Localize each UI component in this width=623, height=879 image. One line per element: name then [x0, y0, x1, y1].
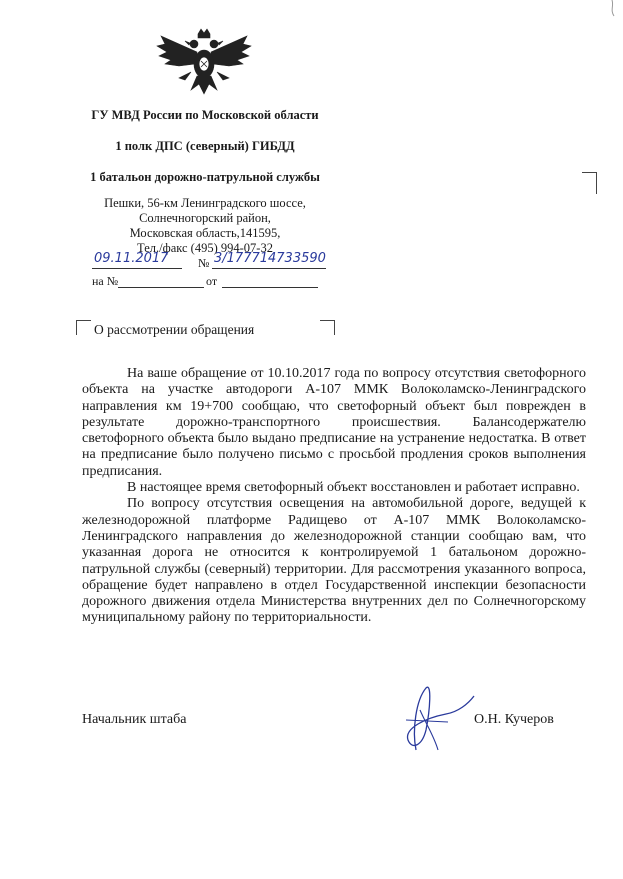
body-paragraph-1: На ваше обращение от 10.10.2017 года по вопросу отсутствия светофорного объекта на участке автодороги А-107 ММК Волоколамско-Ленинградского направления км 19+700 сообщаю, что светофорный объект был поврежден в результате дорожно-транспортного происшествия. Балансодержателю светофорного объекта было выдано предписание на устранение недостатка. В ответ на предписание было получено письмо с просьбой продления сроков выполнения предписания. [82, 366, 586, 479]
signatory-title: Начальник штаба [82, 712, 187, 727]
reference-date-line [222, 287, 318, 288]
letter-body [82, 366, 586, 627]
eagle-emblem-icon [155, 28, 253, 106]
org-name: ГУ МВД России по Московской области [91, 108, 319, 122]
handwritten-signature-icon [386, 680, 476, 760]
reference-number-line [118, 287, 204, 288]
phone-fax: Тел./факс (495) 994-07-32 [137, 241, 273, 255]
address-corner-vertical [578, 172, 597, 194]
address-line-3: Московская область,141595, [129, 226, 281, 240]
corner-pen-mark-icon [608, 0, 618, 18]
address-line-1: Пешки, 56-км Ленинградского шоссе, [104, 196, 306, 210]
reference-from-label: от [206, 274, 218, 288]
registration-number: 3/177714733590 [214, 251, 326, 266]
subject-line: О рассмотрении обращения [94, 322, 255, 337]
subject-bracket-left [76, 320, 91, 335]
signatory-name: О.Н. Кучеров [474, 712, 554, 727]
reference-prefix: на № [92, 274, 119, 288]
address-line-2: Солнечногорский район, [139, 211, 271, 225]
org-unit: 1 полк ДПС (северный) ГИБДД [115, 139, 295, 153]
number-sign: № [198, 256, 210, 270]
body-paragraph-3: По вопросу отсутствия освещения на автомобильной дороге, ведущей к железнодорожной платформе Радищево от А-107 ММК Волоколамско-Ленинградского направления до железнодорожной станции сообщаю вам, что указанная дорога не относится к контролируемой 1 батальоном дорожно-патрульной службы (северный) территории. Для рассмотрения указанного вопроса, обращение будет направлено в отдел Государственной инспекции безопасности дорожного движения отдела Министерства внутренних дел по Солнечногорскому муниципальному району по территориальности. [82, 496, 586, 626]
org-subunit: 1 батальон дорожно-патрульной службы [90, 170, 320, 184]
date-underline [92, 268, 182, 269]
number-underline [212, 268, 326, 269]
registration-date: 09.11.2017 [94, 251, 169, 266]
subject-bracket-right [320, 320, 335, 335]
body-paragraph-2: В настоящее время светофорный объект восстановлен и работает исправно. [127, 480, 580, 496]
